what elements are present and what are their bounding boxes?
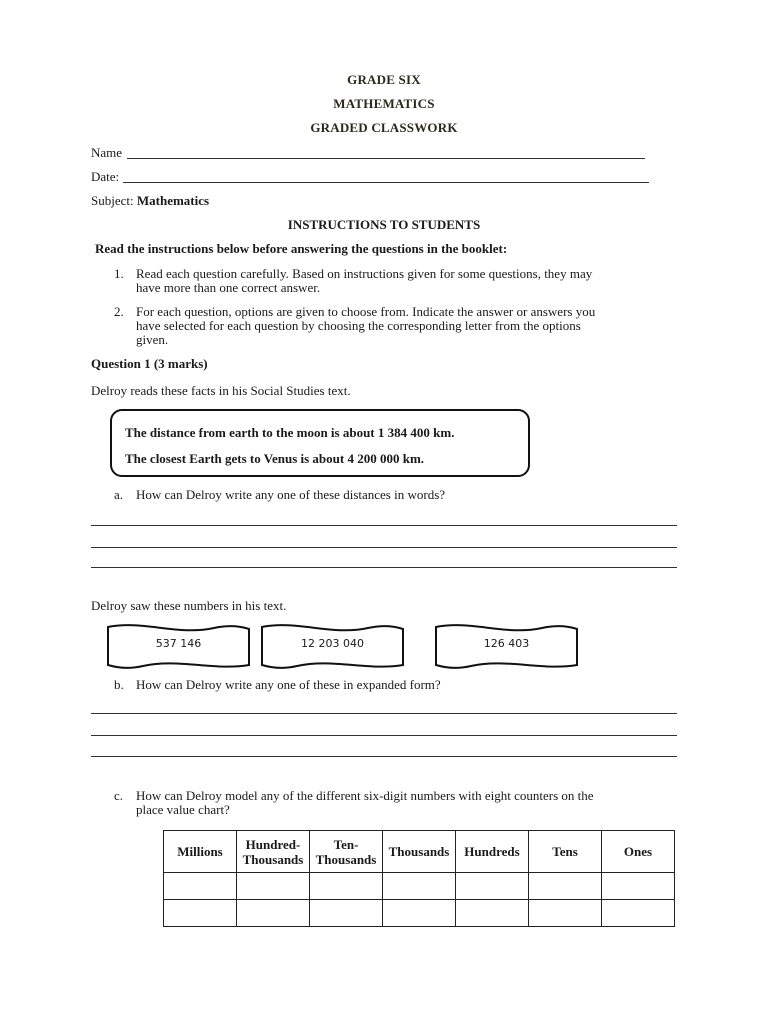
instruction-line: For each question, options are given to choose from. Indicate the answer or answers you	[136, 304, 596, 319]
part-b-question: How can Delroy write any one of these in expanded form?	[136, 677, 441, 692]
part-c-question	[136, 789, 594, 817]
subject-label: Subject:	[91, 193, 134, 208]
banner-number: 126 403	[483, 637, 530, 650]
part-c-line: place value chart?	[136, 802, 230, 817]
header-text: Hundreds	[464, 844, 520, 859]
table-cell[interactable]	[602, 900, 675, 927]
answer-line[interactable]	[91, 525, 677, 526]
subject-line	[91, 193, 209, 209]
instruction-line: have more than one correct answer.	[136, 280, 321, 295]
table-cell[interactable]	[383, 900, 456, 927]
header-text: Thousands	[388, 844, 450, 859]
number-banner	[434, 623, 579, 669]
column-header-ten-thousands	[310, 831, 383, 873]
column-header-millions	[164, 831, 237, 873]
facts-box	[110, 409, 530, 477]
answer-line[interactable]	[91, 547, 677, 548]
numbers-intro: Delroy saw these numbers in his text.	[91, 598, 287, 613]
part-a-question: How can Delroy write any one of these distances in words?	[136, 487, 446, 502]
table-cell[interactable]	[237, 900, 310, 927]
table-cell[interactable]	[310, 873, 383, 900]
column-header-tens	[529, 831, 602, 873]
fact-text: The distance from earth to the moon is about 1 384 400 km.	[125, 425, 455, 440]
banner-number: 12 203 040	[301, 637, 364, 650]
instruction-line: given.	[136, 332, 169, 347]
number-banner	[106, 623, 251, 669]
instruction-number: 1.	[114, 266, 124, 281]
answer-line[interactable]	[91, 713, 677, 714]
subject-title: MATHEMATICS	[333, 96, 435, 111]
subject-value: Mathematics	[136, 193, 210, 208]
table-row	[164, 873, 675, 900]
header-text: Millions	[177, 844, 223, 859]
table-cell[interactable]	[237, 873, 310, 900]
table-cell[interactable]	[164, 873, 237, 900]
column-header-ones	[602, 831, 675, 873]
question-intro: Delroy reads these facts in his Social Studies text.	[91, 383, 351, 398]
instruction-item	[136, 267, 592, 295]
instruction-line: have selected for each question by choosing the corresponding letter from the options	[136, 318, 581, 333]
column-header-hundred-thousands	[237, 831, 310, 873]
table-cell[interactable]	[529, 900, 602, 927]
part-c-line: How can Delroy model any of the different six-digit numbers with eight counters on the	[136, 788, 594, 803]
instruction-line: Read each question carefully. Based on instructions given for some questions, they may	[136, 266, 593, 281]
fact-text: The closest Earth gets to Venus is about 4 200 000 km.	[125, 451, 425, 466]
column-header-thousands	[383, 831, 456, 873]
date-label: Date:	[91, 169, 120, 184]
classwork-title: GRADED CLASSWORK	[310, 120, 458, 135]
part-letter: c.	[114, 788, 124, 803]
header-text: Tens	[552, 844, 578, 859]
table-cell[interactable]	[456, 900, 529, 927]
instruction-item	[136, 305, 595, 347]
header-text: Thousands	[315, 851, 377, 867]
place-value-chart	[163, 830, 675, 927]
banner-number: 537 146	[155, 637, 202, 650]
table-cell[interactable]	[602, 873, 675, 900]
part-letter: a.	[114, 487, 124, 502]
header-text: Hundred-	[245, 836, 301, 852]
answer-line[interactable]	[91, 756, 677, 757]
number-banner	[260, 623, 405, 669]
table-cell[interactable]	[310, 900, 383, 927]
table-cell[interactable]	[164, 900, 237, 927]
table-cell[interactable]	[383, 873, 456, 900]
table-header-row	[164, 831, 675, 873]
column-header-hundreds	[456, 831, 529, 873]
answer-line[interactable]	[91, 735, 677, 736]
date-field[interactable]	[123, 182, 649, 183]
answer-line[interactable]	[91, 567, 677, 568]
name-field[interactable]	[127, 158, 645, 159]
table-cell[interactable]	[456, 873, 529, 900]
question-heading: Question 1 (3 marks)	[91, 356, 208, 371]
instruction-number: 2.	[114, 304, 124, 319]
table-row	[164, 900, 675, 927]
name-label: Name	[91, 145, 123, 160]
instructions-intro: Read the instructions below before answering the questions in the booklet:	[95, 241, 508, 256]
instructions-heading: INSTRUCTIONS TO STUDENTS	[287, 217, 481, 232]
part-letter: b.	[114, 677, 124, 692]
header-text: Ones	[623, 844, 653, 859]
header-text: Thousands	[242, 851, 304, 867]
grade-title: GRADE SIX	[347, 72, 421, 87]
table-cell[interactable]	[529, 873, 602, 900]
header-text: Ten-	[333, 836, 359, 852]
